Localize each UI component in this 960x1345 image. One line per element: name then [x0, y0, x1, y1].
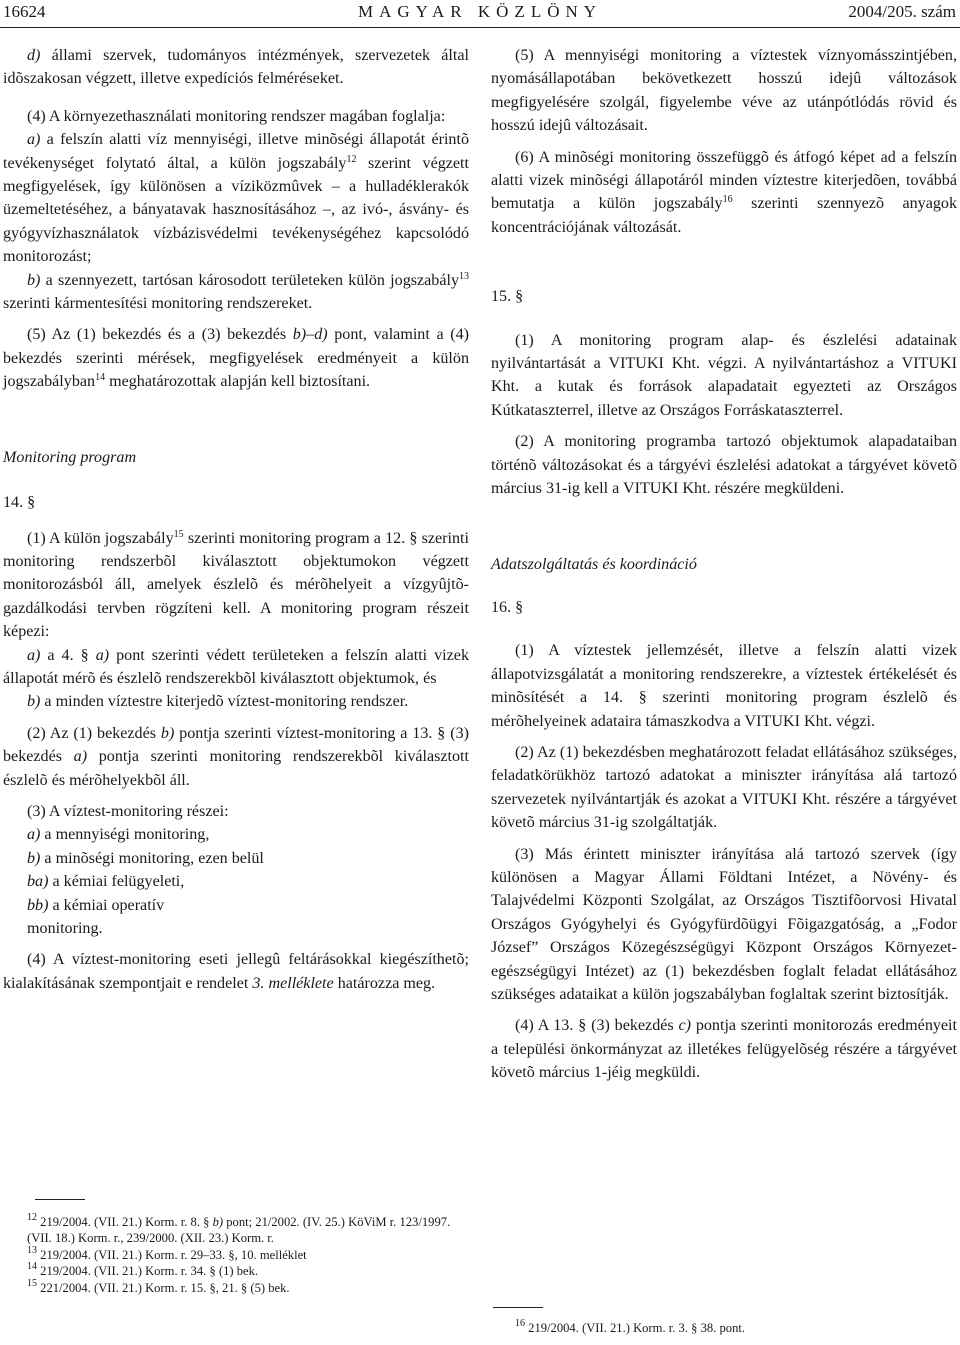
- footnote-rule-right: [493, 1307, 543, 1308]
- paragraph-13-5-right: (5) A mennyiségi monitoring a víztestek víznyomásszintjében, nyomásállapotában bekövetkezett hosszú idejû változások megfigyelésére szolgál, figyelembe véve az utánpótlódás rövid és hosszú idejû változásait.: [491, 47, 957, 135]
- publication-title: MAGYAR KÖZLÖNY: [357, 2, 603, 21]
- section-number-15: 15. §: [491, 288, 524, 306]
- footnote-13: $^{13}$ 219/2004. (VII. 21.) Korm. r. 29–33. §, 10. melléklet: [27, 1244, 307, 1262]
- right-column: [491, 44, 957, 1085]
- paragraph-13-3-d: d) állami szervek, tudományos intézmények, szervezetek által idõszakosan végzett, illetve expedíciós felméréseket.: [3, 47, 469, 88]
- paragraph-14-3-end: monitoring.: [27, 920, 103, 937]
- paragraph-13-4-a: a) a felszín alatti víz mennyiségi, illetve minõségi állapotát érintõ tevékenységet folytató által, a külön jogszabály$^{12}$ szerint végzett megfigyelések, így különösen a víziközmûvek – a hulladéklerakók üzemeltetéséhez, a bányatavak hasznosításához –, az ivó-, ásvány- és gyógyvízhasználatok vízbázisvédelmi tevékenységéhez kapcsolódó monitorozást;: [3, 131, 469, 266]
- paragraph-16-1: (1) A víztestek jellemzését, illetve a felszín alatti vizek állapotvizsgálatát a monitoring rendszerekre, a víztestek értékelését és minõsítését a 14. § szerinti monitoring program észlelõ és mérõhelyeinek adataira támaszkodva a VITUKI Kht. végzi.: [491, 642, 957, 730]
- paragraph-14-1-b: b) a minden víztestre kiterjedõ víztest-monitoring rendszer.: [27, 693, 409, 711]
- paragraph-16-4: (4) A 13. § (3) bekezdés c) pontja szerinti monitorozás eredményeit a települési önkormányzat az illetékes felügyelõség részére a tárgyévet követõ március 1-jéig megküldi.: [491, 1017, 957, 1082]
- section-number-14: 14. §: [3, 494, 36, 512]
- paragraph-14-1-a: a) a 4. § a) pont szerinti védett területeken a felszín alatti vizek állapotát mérõ és észlelõ rendszerekbõl kiválasztott objektumok, és: [3, 646, 469, 687]
- paragraph-14-1: (1) A külön jogszabály$^{15}$ szerinti monitoring program a 12. § szerinti monitoring rendszerbõl kiválasztott objektumokon végzett monitorozásból áll, amelyek észlelõ és mérõhelyeit a vízgyûjtõ-gazdálkodási tervben rögzíteni kell. A monitoring program részeit képezi:: [3, 528, 469, 641]
- page-header: [0, 0, 960, 26]
- footnote-ref-16: 16: [722, 194, 733, 206]
- footnote-ref-15: 15: [173, 528, 184, 540]
- section-title-data-coordination: Adatszolgáltatás és koordináció: [491, 555, 697, 573]
- right-footnotes: [491, 1307, 957, 1336]
- paragraph-15-2: (2) A monitoring programba tartozó objektumok alapadataiban történõ változásokat és a tárgyévi észlelési adatokat a tárgyévet követõ március 31-ig kell a VITUKI Kht. részére megküldeni.: [491, 433, 957, 498]
- paragraph-14-3-bb: bb) a kémiai operatív: [27, 896, 165, 914]
- paragraph-14-3: (3) A víztest-monitoring részei:: [27, 802, 229, 820]
- paragraph-14-3-a: a) a mennyiségi monitoring,: [27, 826, 210, 844]
- issue-number: 2004/205. szám: [848, 2, 956, 21]
- footnote-rule: [35, 1199, 85, 1200]
- paragraph-14-2: (2) Az (1) bekezdés b) pontja szerinti víztest-monitoring a 13. § (3) bekezdés a) pontja szerinti monitoring rendszerekbõl kiválasztott észlelõ és mérõhelyekbõl áll.: [3, 724, 469, 789]
- paragraph-13-4-intro: (4) A környezethasználati monitoring rendszer magában foglalja:: [27, 107, 446, 125]
- left-footnotes: [3, 1199, 469, 1296]
- paragraph-14-4: (4) A víztest-monitoring eseti jellegû feltárásokkal kiegészíthetõ; kialakításának szempontjait e rendelet 3. melléklete határozza meg.: [3, 951, 469, 992]
- section-number-16: 16. §: [491, 598, 524, 616]
- paragraph-14-3-b: b) a minõségi monitoring, ezen belül: [27, 849, 264, 867]
- paragraph-13-4-b: b) a szennyezett, tartósan károsodott területeken külön jogszabály$^{13}$ szerinti kármentesítési monitoring rendszereket.: [3, 270, 469, 313]
- footnote-14: $^{14}$ 219/2004. (VII. 21.) Korm. r. 34. § (1) bek.: [27, 1261, 259, 1279]
- paragraph-13-6: (6) A minõségi monitoring összefüggõ és átfogó képet ad a felszín alatti vizek minõségi állapotáról minden víztestre kiterjedõen, továbbá bemutatja a külön jogszabály$^{16}$ szerinti szennyezõ anyagok koncentrációjának változását.: [491, 148, 958, 236]
- footnote-15: $^{15}$ 221/2004. (VII. 21.) Korm. r. 15. §, 21. § (5) bek.: [27, 1277, 290, 1295]
- footnote-ref-13: 13: [459, 270, 469, 282]
- paragraph-13-5: (5) Az (1) bekezdés és a (3) bekezdés b)–d) pont, valamint a (4) bekezdés szerinti mérések, megfigyelések eredményeit a külön jogszabályban$^{14}$ meghatározottak alapján kell biztosítani.: [3, 326, 469, 391]
- header-rule: [0, 27, 960, 28]
- footnote-ref-12: 12: [346, 153, 357, 165]
- paragraph-14-3-ba: ba) a kémiai felügyeleti,: [27, 873, 185, 891]
- paragraph-16-3: (3) Más érintett miniszter irányítása alá tartozó szervek (így különösen a Magyar Állami Földtani Intézet, a Növény- és Talajvédelmi Központi Szolgálat, az Országos Tisztifõorvosi Hivatal Országos Gyógyhelyi és Gyógyfürdõügyi Fõigazgatóság, a „Fodor József” Országos Közegészségügyi Központ Országos Környezet-egészségügyi Intézet) az (1) bekezdésben foglalt feladat ellátásához szükséges adataikat a külön jogszabályban foglaltak szerint biztosítják.: [491, 845, 957, 1003]
- page-number: 16624: [3, 2, 46, 21]
- paragraph-16-2: (2) Az (1) bekezdésben meghatározott feladat ellátásához szükséges, feladatkörükhöz tartozó adatokat a miniszter irányítása alá tartozó szervezetek nyilvántartják és azokat a VITUKI Kht. részére a tárgyévet követõ március 31-ig szolgáltatják.: [491, 743, 957, 832]
- paragraph-15-1: (1) A monitoring program alap- és észlelési adatainak nyilvántartását a VITUKI Kht. végzi. A nyilvántartáshoz a VITUKI Kht. a kutak és források alapadatait egyezteti az Országos Kútkataszterrel, illetve az Országos Forráskataszterrel.: [491, 331, 957, 419]
- section-title-monitoring-program: Monitoring program: [3, 448, 137, 466]
- footnote-ref-14: 14: [95, 372, 106, 384]
- footnote-12: $^{12}$ 219/2004. (VII. 21.) Korm. r. 8. § b) pont; 21/2002. (IV. 25.) KöViM r. 123/1997. (VII. 18.) Korm. r., 239/2000. (XII. 23.) Korm. r.: [27, 1212, 451, 1246]
- left-column: [3, 44, 469, 995]
- footnote-16: $^{16}$ 219/2004. (VII. 21.) Korm. r. 3. § 38. pont.: [515, 1318, 746, 1335]
